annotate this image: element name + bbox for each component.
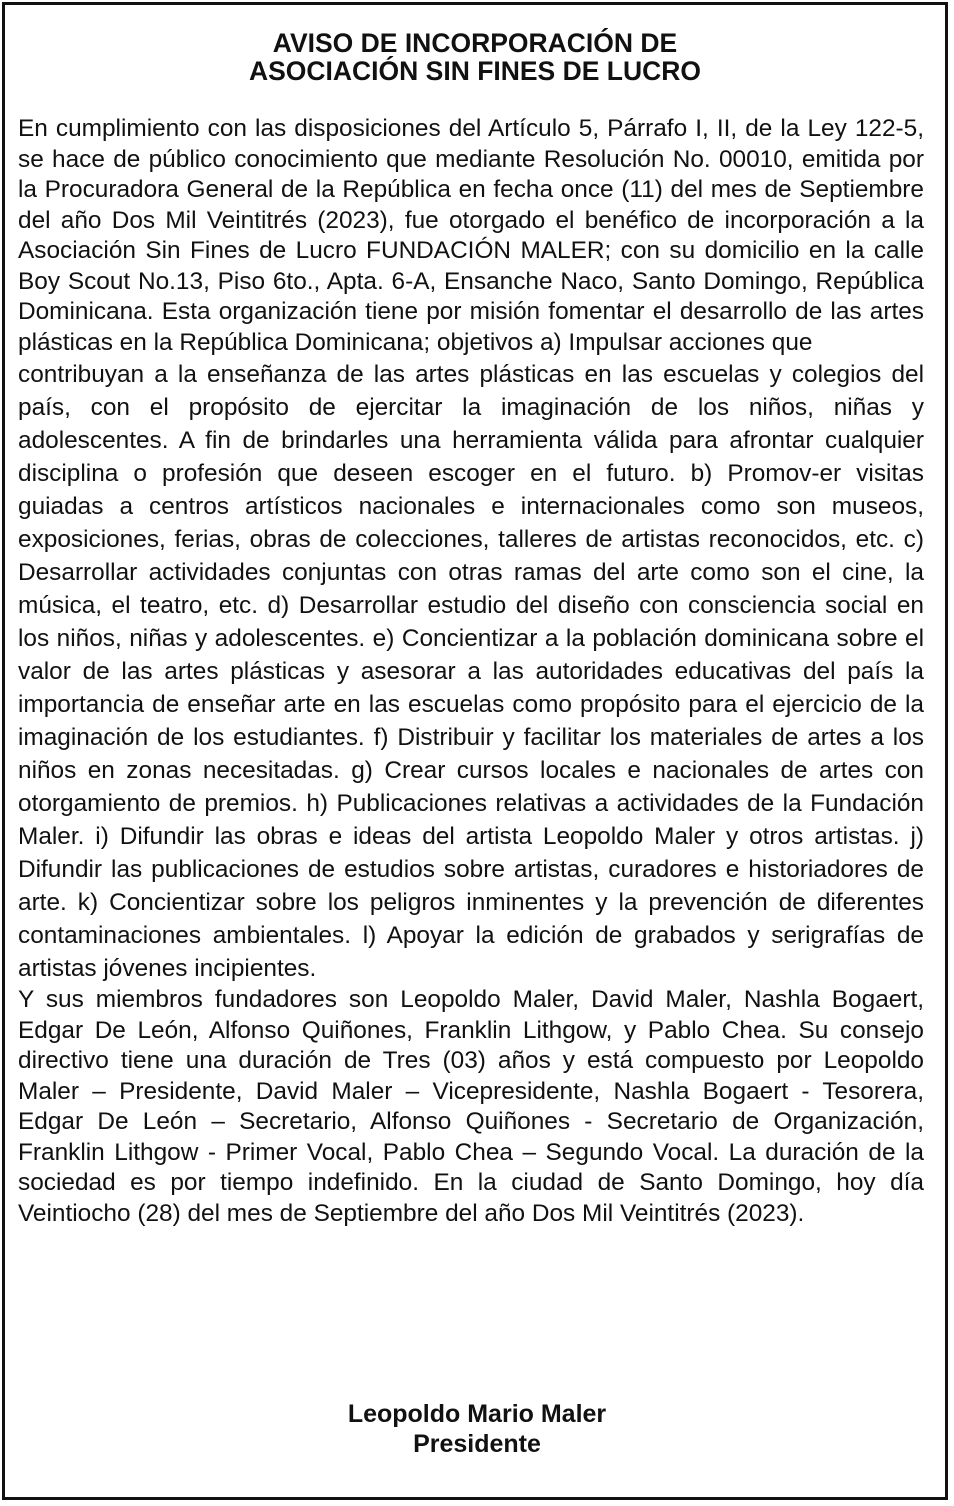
title-line-2: ASOCIACIÓN SIN FINES DE LUCRO — [248, 56, 701, 86]
signer-name: Leopoldo Mario Maler — [347, 1400, 607, 1428]
notice-body — [18, 114, 924, 1229]
signature-block — [0, 1399, 954, 1459]
body-paragraph-part-1: En cumplimiento con las disposiciones del Artículo 5, Párrafo I, II, de la Ley 122-5, se hace de público conocimiento que mediante Resolución No. 00010, emitida por la Procuradora General de la República en fecha once (11) del mes de Septiembre del año Dos Mil Veintitrés (2023), fue otorgado el benéfico de incorporación a la Asociación Sin Fines de Lucro FUNDACIÓN MALER; con su domicilio en la calle Boy Scout No.13, Piso 6to., Apta. 6-A, Ensanche Naco, Santo Domingo, República Dominicana. Esta organización tiene por misión fomentar el desarrollo de las artes plásticas en la República Dominicana; objetivos a) Impulsar acciones que — [18, 115, 924, 356]
body-paragraph-part-3: Y sus miembros fundadores son Leopoldo Maler, David Maler, Nashla Bogaert, Edgar De León, Alfonso Quiñones, Franklin Lithgow, y Pablo Chea. Su consejo directivo tiene una duración de Tres (03) años y está compuesto por Leopoldo Maler – Presidente, David Maler – Vicepresidente, Nashla Bogaert - Tesorera, Edgar De León – Secretario, Alfonso Quiñones - Secretario de Organización, Franklin Lithgow - Primer Vocal, Pablo Chea – Segundo Vocal. La duración de la sociedad es por tiempo indefinido. En la ciudad de Santo Domingo, hoy día Veintiocho (28) del mes de Septiembre del año Dos Mil Veintitrés (2023). — [18, 986, 924, 1227]
signer-title: Presidente — [413, 1430, 541, 1458]
body-paragraph-part-2: contribuyan a la enseñanza de las artes plásticas en las escuelas y colegios del país, con el propósito de ejercitar la imaginación de los niños, niñas y adolescentes. A fin de brindarles una herramienta válida para afrontar cualquier disciplina o profesión que deseen escoger en el futuro. b) Promov-er visitas guiadas a centros artísticos nacionales e internacionales como son museos, exposiciones, ferias, obras de colecciones, talleres de artistas reconocidos, etc. c) Desarrollar actividades conjuntas con otras ramas del arte como son el cine, la música, el teatro, etc. d) Desarrollar estudio del diseño con consciencia social en los niños, niñas y adolescentes. e) Concientizar a la población dominicana sobre el valor de las artes plásticas y asesorar a las autoridades educativas del país la importancia de enseñar arte en las escuelas como propósito para el ejercicio de la imaginación de los estudiantes. f) Distribuir y facilitar los materiales de artes a los niños en zonas necesitadas. g) Crear cursos locales e nacionales de artes con otorgamiento de premios. h) Publicaciones relativas a actividades de la Fundación Maler. i) Difundir las obras e ideas del artista Leopoldo Maler y otros artistas. j) Difundir las publicaciones de estudios sobre artistas, curadores e historiadores de arte. k) Concientizar sobre los peligros inminentes y la prevención de diferentes contaminaciones ambientales. l) Apoyar la edición de grabados y serigrafías de artistas jóvenes incipientes. — [18, 361, 924, 982]
notice-title — [5, 29, 945, 85]
title-line-1: AVISO DE INCORPORACIÓN DE — [272, 28, 678, 58]
